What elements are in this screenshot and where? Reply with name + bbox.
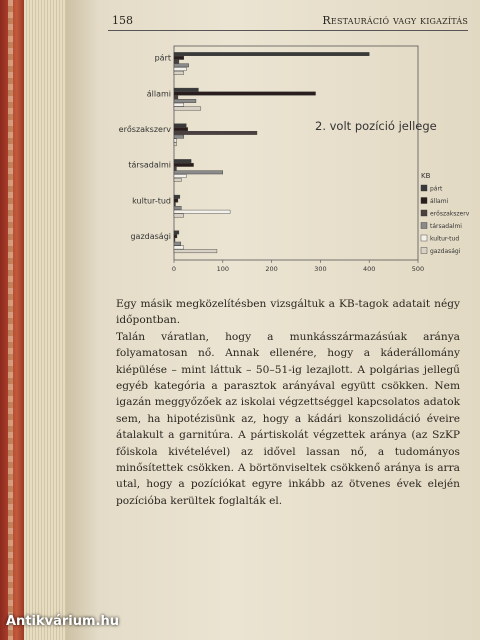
bar-társadalmi-társadalmi [174, 171, 223, 174]
bar-párt-párt [174, 52, 369, 55]
bar-gazdasági-párt [174, 231, 179, 234]
bar-állami-párt [174, 88, 198, 91]
bar-kultur-tud-párt [174, 195, 180, 198]
paragraph-1: Egy másik megközelítésben vizsgáltuk a KB-tagok adatait négy időpontban. [116, 298, 460, 327]
x-axis-ticks [172, 260, 424, 273]
bar-állami-állami [174, 92, 316, 95]
legend-entry: erőszakszerv [430, 210, 470, 218]
bar-kultur-tud-gazdasági [174, 214, 184, 217]
bar-kultur-tud-társadalmi [174, 206, 181, 209]
legend-entry: párt [430, 185, 443, 193]
bar-gazdasági-gazdasági [174, 249, 217, 252]
category-labels [119, 54, 172, 241]
legend-swatch [421, 235, 427, 241]
bar-párt-kultur-tud [174, 67, 186, 70]
bar-állami-kultur-tud [174, 103, 184, 106]
bar-erőszakszerv-gazdasági [174, 142, 176, 145]
bar-állami-társadalmi [174, 99, 196, 102]
bar-kultur-tud-erőszakszerv [174, 203, 175, 206]
x-tick-label: 100 [216, 265, 230, 273]
legend-swatch [421, 248, 427, 254]
book-page [66, 0, 480, 640]
chart-bars [174, 52, 369, 252]
bar-társadalmi-gazdasági [174, 178, 181, 181]
page-header [108, 10, 468, 31]
bar-párt-társadalmi [174, 64, 189, 67]
plot-area [174, 46, 418, 260]
legend-swatch [421, 210, 427, 216]
legend-entry: társadalmi [430, 223, 462, 230]
legend-entry: kultur-tud [430, 235, 460, 243]
bar-gazdasági-erőszakszerv [174, 238, 175, 241]
bar-erőszakszerv-párt [174, 124, 186, 127]
bar-kultur-tud-kultur-tud [174, 210, 230, 213]
x-tick-label: 300 [314, 265, 327, 273]
category-label: erőszakszerv [118, 124, 171, 134]
chart-frame [174, 46, 418, 260]
bar-állami-gazdasági [174, 107, 201, 110]
category-label: kultur-tud [132, 196, 171, 206]
paragraph-2: Talán váratlan, hogy a munkásszármazásúak aránya folyamatosan nő. Annak ellenére, hogy a káderállomány kiépülése – mint láttuk – 50–51-ig lezajlott. A polgárias jellegű egyéb kategória a parasztok arányával együtt csökken. Nem igazán meggyőzőek az iskolai végzettséggel kapcsolatos adatok sem, ha hipotézisünk az, hogy a kádári konszolidáció éveire átalakult a garnitúra. A pártiskolát végzettek aránya (az SzKP főiskola kivételével) az idővel lassan nő, a tudományos minősítettek csökken. A börtönviseltek csökkenő aránya is arra utal, hogy a pozíciókat egyre inkább az ötvenes évek elején pozícióba kerültek foglalták el. [116, 330, 460, 507]
legend-title: KB [421, 172, 431, 180]
chart-legend [421, 172, 470, 255]
spine-pattern [8, 0, 13, 640]
legend-swatch [421, 185, 427, 191]
bar-állami-erőszakszerv [174, 96, 178, 99]
x-tick-label: 200 [265, 265, 278, 273]
bar-társadalmi-erőszakszerv [174, 167, 176, 170]
page-number: 158 [112, 14, 133, 27]
category-label: állami [146, 89, 171, 99]
bar-társadalmi-állami [174, 163, 194, 166]
bar-erőszakszerv-kultur-tud [174, 139, 176, 142]
legend-swatch [421, 198, 427, 204]
bar-párt-gazdasági [174, 71, 184, 74]
bar-gazdasági-állami [174, 234, 177, 237]
bar-társadalmi-párt [174, 159, 191, 162]
bar-társadalmi-kultur-tud [174, 174, 186, 177]
legend-entry: gazdasági [430, 248, 461, 255]
bar-gazdasági-kultur-tud [174, 246, 184, 249]
page-edges [24, 0, 70, 640]
category-label: gazdasági [130, 231, 171, 241]
bar-chart [66, 38, 480, 278]
legend-entry: állami [430, 198, 449, 205]
bar-párt-erőszakszerv [174, 60, 179, 63]
chart-title: 2. volt pozíció jellege [315, 119, 437, 133]
bar-gazdasági-társadalmi [174, 242, 181, 245]
bar-erőszakszerv-állami [174, 127, 188, 130]
x-tick-label: 0 [171, 265, 177, 273]
bar-kultur-tud-állami [174, 199, 178, 202]
body-text [116, 296, 460, 509]
x-tick-label: 400 [362, 265, 376, 273]
watermark-text: Antikvárium.hu [6, 614, 119, 629]
bar-erőszakszerv-társadalmi [174, 135, 184, 138]
running-head: Restauráció vagy kigazítás [322, 14, 468, 27]
x-tick-label: 500 [411, 265, 425, 273]
bar-erőszakszerv-erőszakszerv [174, 131, 257, 134]
bar-párt-állami [174, 56, 184, 59]
category-label: párt [154, 53, 171, 63]
legend-swatch [421, 223, 427, 229]
category-label: társadalmi [128, 160, 171, 170]
